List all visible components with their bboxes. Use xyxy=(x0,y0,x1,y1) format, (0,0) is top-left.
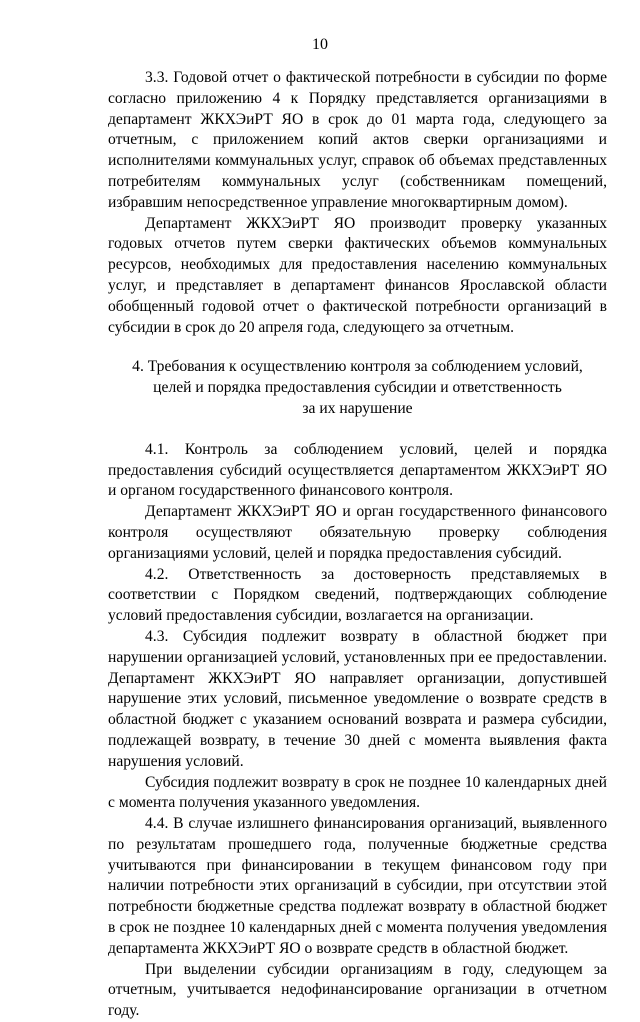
paragraph-4-4: 4.4. В случае излишнего финансирования организаций, выявленного по результатам прошедшего года, полученные бюджетные средства учитываются при финансировании в текущем финансовом году при наличии потребности этих организаций в субсидии, при отсутствии этой потребности бюджетные средства подлежат возврату в областной бюджет в срок не позднее 10 календарных дней с момента получения уведомления департамента ЖКХЭиРТ ЯО о возврате средств в областной бюджет. xyxy=(108,815,607,957)
paragraph-department-check: Департамент ЖКХЭиРТ ЯО производит проверку указанных годовых отчетов путем сверки фактических объемов коммунальных ресурсов, необходимых для предоставления населению коммунальных услуг, и представляет в департамент финансов Ярославской области обобщенный годовой отчет о фактической потребности организаций в субсидии в срок до 20 апреля года, следующего за отчетным. xyxy=(108,214,607,336)
paragraph-control-check: Департамент ЖКХЭиРТ ЯО и орган государственного финансового контроля осуществляют обязательную проверку соблюдения организациями условий, целей и порядка предоставления субсидий. xyxy=(108,503,607,562)
paragraph-4-2: 4.2. Ответственность за достоверность представляемых в соответствии с Порядком сведений, подтверждающих соблюдение условий предоставления субсидии, возлагается на организации. xyxy=(108,565,607,625)
page-number: 10 xyxy=(312,36,328,53)
paragraph-underfunding: При выделении субсидии организациям в году, следующем за отчетным, учитывается недофинансирование организации в отчетном году. xyxy=(108,960,607,1020)
document-body xyxy=(108,68,607,1022)
paragraph-4-1: 4.1. Контроль за соблюдением условий, целей и порядка предоставления субсидий осуществляется департаментом ЖКХЭиРТ ЯО и органом государственного финансового контроля. xyxy=(108,440,607,500)
paragraph-4-3: 4.3. Субсидия подлежит возврату в областной бюджет при нарушении организацией условий, установленных при ее предоставлении. Департамент ЖКХЭиРТ ЯО направляет организации, допустившей нарушение этих условий, письменное уведомление о возврате средств в областной бюджет с указанием оснований возврата и размера субсидии, подлежащей возврату, в течение 30 дней с момента выявления факта нарушения условий. xyxy=(108,627,607,770)
paragraph-3-3: 3.3. Годовой отчет о фактической потребности в субсидии по форме согласно приложению 4 к Порядку представляется организациями в департамент ЖКХЭиРТ ЯО в срок до 01 марта года, следующего за отчетным, с приложением копий актов сверки организациями и исполнителями коммунальных услуг, справок об объемах представленных потребителям коммунальных услуг (собственникам помещений, избравшим непосредственное управление многоквартирным домом). xyxy=(108,69,607,211)
section-4-heading xyxy=(108,357,607,419)
section-heading-line: за их нарушение xyxy=(302,399,413,417)
section-heading-line: 4. Требования к осуществлению контроля за соблюдением условий, xyxy=(132,358,583,376)
paragraph-refund-term: Субсидия подлежит возврату в срок не позднее 10 календарных дней с момента получения указанного уведомления. xyxy=(108,773,607,812)
section-heading-line: целей и порядка предоставления субсидии и ответственность xyxy=(153,379,562,397)
